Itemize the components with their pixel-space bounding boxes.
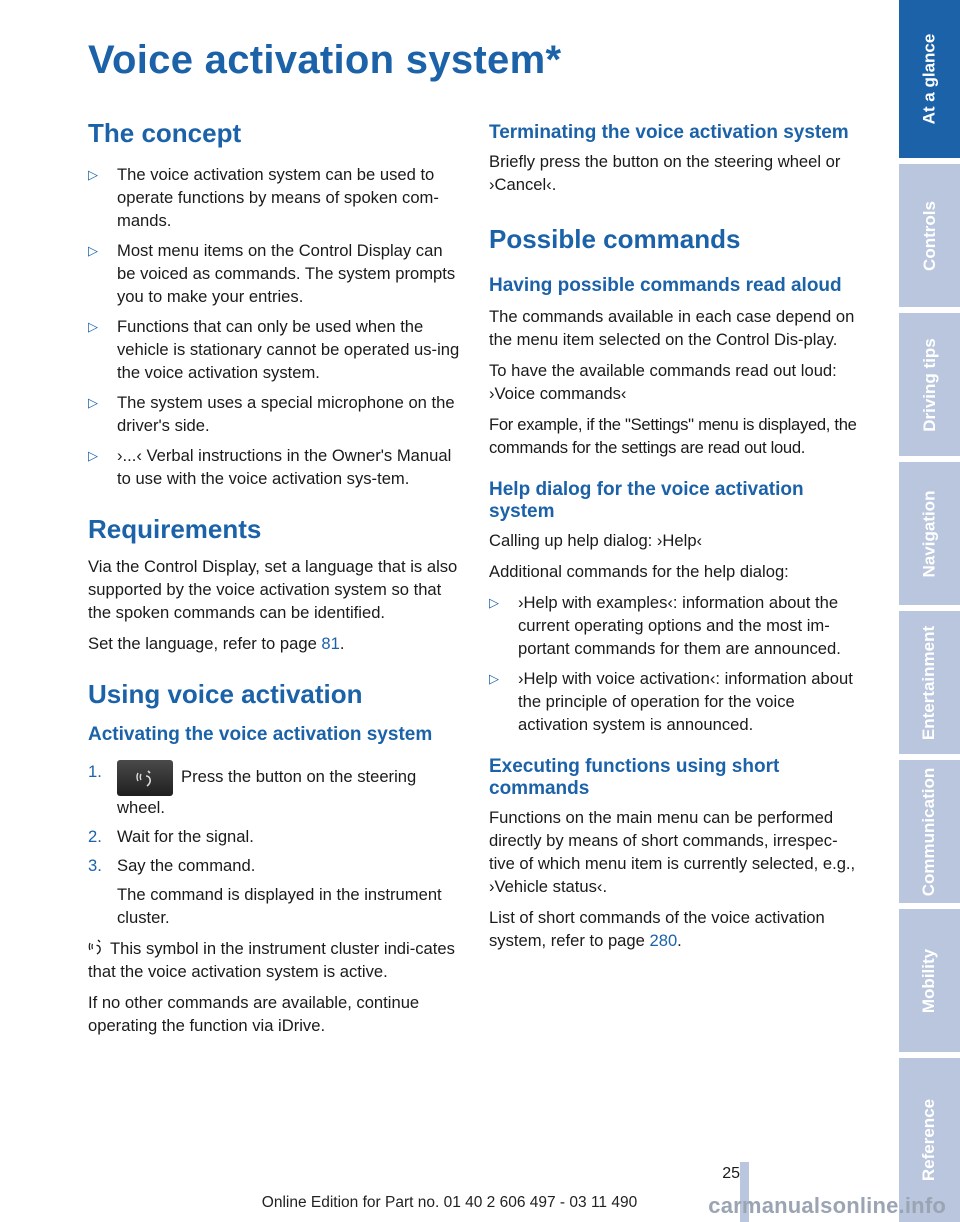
left-column (88, 118, 463, 1037)
terminating-text: Briefly press the button on the steering wheel or ›Cancel‹. (489, 152, 841, 194)
heading-using-voice-activation: Using voice activation (88, 679, 363, 709)
voice-symbol-icon (88, 938, 106, 956)
list-item: ▷ Most menu items on the Control Display can be voiced as commands. The system prompts you to make your entries. (88, 241, 456, 306)
watermark: carmanualsonline.info (708, 1193, 946, 1218)
tab-reference[interactable]: Reference (899, 1058, 960, 1222)
tab-at-a-glance[interactable]: At a glance (899, 0, 960, 158)
read-aloud-text-3: For example, if the "Settings" menu is displayed, the commands for the settings are read out loud. (489, 415, 857, 457)
step-number: 3. (88, 856, 102, 875)
heading-terminating: Terminating the voice activation system (489, 122, 849, 143)
heading-the-concept: The concept (88, 118, 242, 148)
read-aloud-text-2: To have the available commands read out loud: ›Voice commands‹ (489, 361, 837, 403)
triangle-bullet-icon: ▷ (88, 167, 98, 182)
steering-wheel-voice-button-icon (117, 760, 173, 796)
heading-possible-commands: Possible commands (489, 224, 741, 254)
heading-help-dialog: Help dialog for the voice activation system (489, 479, 804, 522)
list-item: 3. Say the command. (88, 856, 256, 875)
help-list (489, 591, 861, 736)
tab-communication[interactable]: Communication (899, 760, 960, 903)
list-item: ▷ ›...‹ Verbal instructions in the Owner's Manual to use with the voice activation sys-tem. (88, 446, 452, 488)
tab-controls[interactable]: Controls (899, 164, 960, 307)
triangle-bullet-icon: ▷ (489, 595, 499, 610)
help-text-1: Calling up help dialog: ›Help‹ (489, 531, 703, 550)
concept-list (88, 163, 463, 490)
triangle-bullet-icon: ▷ (88, 448, 98, 463)
list-item: ▷ ›Help with voice activation‹: information about the principle of operation for the voice activation system is announced. (489, 669, 853, 734)
heading-short-commands: Executing functions using short commands (489, 756, 780, 799)
page-number: 25 (722, 1165, 740, 1182)
list-item: ▷ Functions that can only be used when the vehicle is stationary cannot be operated us-ing the voice activation system. (88, 317, 460, 382)
list-item: 1. Press the button on the steering wheel. (88, 762, 417, 817)
tab-mobility[interactable]: Mobility (899, 909, 960, 1052)
list-item: ▷ The system uses a special microphone on the driver's side. (88, 393, 455, 435)
right-column (489, 122, 861, 952)
triangle-bullet-icon: ▷ (88, 243, 98, 258)
tab-driving-tips[interactable]: Driving tips (899, 313, 960, 456)
triangle-bullet-icon: ▷ (88, 319, 98, 334)
triangle-bullet-icon: ▷ (88, 395, 98, 410)
chapter-sidebar (899, 0, 960, 1222)
heading-requirements: Requirements (88, 514, 262, 544)
triangle-bullet-icon: ▷ (489, 671, 499, 686)
tab-navigation[interactable]: Navigation (899, 462, 960, 605)
heading-read-aloud: Having possible commands read aloud (489, 275, 842, 296)
list-item: ▷ The voice activation system can be used to operate functions by means of spoken com-mands. (88, 165, 439, 230)
short-commands-text: Functions on the main menu can be performed directly by means of short commands, irrespec-tive of which menu item is currently selected, e.g., ›Vehicle status‹. (489, 808, 856, 896)
edition-footer: Online Edition for Part no. 01 40 2 606 497 - 03 11 490 (261, 1194, 638, 1211)
page-link-81[interactable]: 81 (321, 634, 340, 653)
symbol-note: This symbol in the instrument cluster indi-cates that the voice activation system is active. (88, 939, 455, 981)
activation-steps (88, 760, 463, 877)
help-text-2: Additional commands for the help dialog: (489, 562, 789, 581)
requirements-text: Via the Control Display, set a language that is also supported by the voice activation system so that the spoken commands can be identified. (88, 557, 458, 622)
list-item: ▷ ›Help with examples‹: information about the current operating options and the most im-portant commands for them are announced. (489, 593, 841, 658)
read-aloud-text-1: The commands available in each case depend on the menu item selected on the Control Dis-play. (489, 307, 855, 349)
page-title: Voice activation system* (88, 38, 562, 82)
list-item: 2. Wait for the signal. (88, 827, 254, 846)
page-link-280[interactable]: 280 (649, 931, 678, 950)
step-3-detail: The command is displayed in the instrument cluster. (117, 885, 442, 927)
idrive-note: If no other commands are available, continue operating the function via iDrive. (88, 993, 420, 1035)
step-number: 1. (88, 762, 102, 781)
requirements-page-ref: Set the language, refer to page 81. (88, 634, 345, 653)
tab-entertainment[interactable]: Entertainment (899, 611, 960, 754)
heading-activating: Activating the voice activation system (88, 724, 433, 745)
short-commands-page-ref: List of short commands of the voice activation system, refer to page 280. (489, 908, 825, 950)
voice-icon (135, 767, 157, 789)
step-number: 2. (88, 827, 102, 846)
